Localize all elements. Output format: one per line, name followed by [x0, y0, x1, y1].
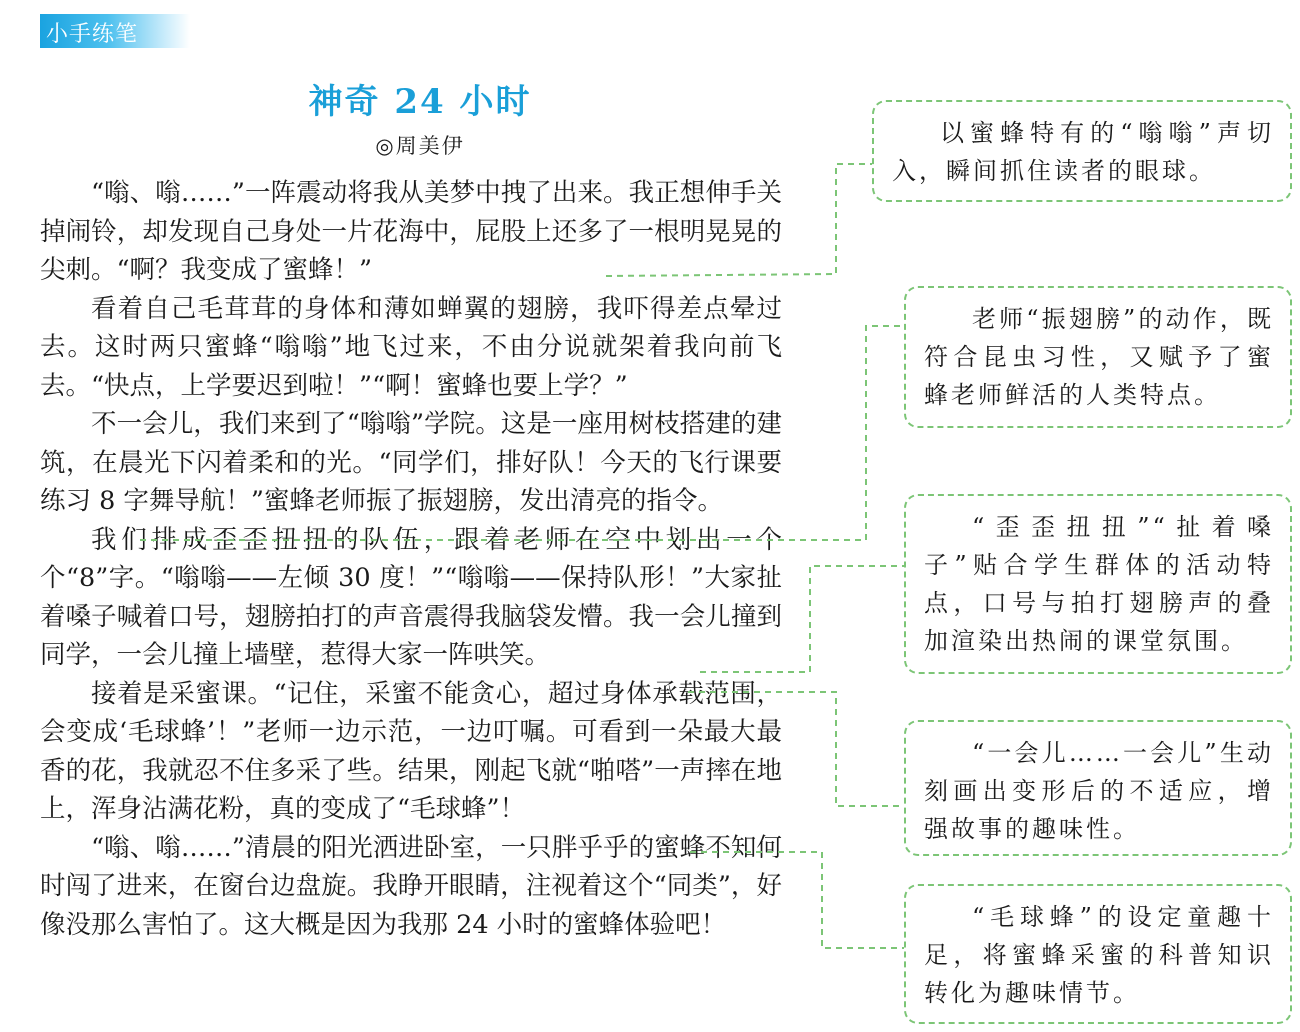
annotation-text: “毛球蜂”的设定童趣十足，将蜜蜂采蜜的科普知识转化为趣味情节。 [924, 903, 1274, 1007]
annotation-note-5 [904, 884, 1292, 1024]
annotation-note-2 [904, 286, 1292, 428]
article-author: ◎周美伊 [375, 134, 465, 158]
connector-line-5 [690, 852, 904, 948]
annotation-note-1 [872, 100, 1292, 202]
article-title: 神奇 24 小时 [308, 82, 532, 122]
article-paragraph: “嗡、嗡……”一阵震动将我从美梦中拽了出来。我正想伸手关掉闹铃，却发现自己身处一片花海中，屁股上还多了一根明晃晃的尖刺。“啊？我变成了蜜蜂！” [40, 178, 782, 285]
connector-line-1 [606, 164, 872, 276]
annotation-text: “歪歪扭扭”“扯着嗓子”贴合学生群体的活动特点，口号与拍打翅膀声的叠加渲染出热闹的课堂氛围。 [924, 513, 1274, 655]
annotation-text: 老师“振翅膀”的动作，既符合昆虫习性，又赋予了蜜蜂老师鲜活的人类特点。 [924, 305, 1274, 409]
connector-line-2 [140, 326, 904, 540]
article-paragraph: 我们排成歪歪扭扭的队伍，跟着老师在空中划出一个个“8”字。“嗡嗡——左倾 30 度！”“嗡嗡——保持队形！”大家扯着嗓子喊着口号，翅膀拍打的声音震得我脑袋发懵。我一会儿撞到同学，一会儿撞上墙壁，惹得大家一阵哄笑。 [40, 524, 782, 670]
article-paragraph: 看着自己毛茸茸的身体和薄如蝉翼的翅膀，我吓得差点晕过去。这时两只蜜蜂“嗡嗡”地飞过来，不由分说就架着我向前飞去。“快点，上学要迟到啦！”“啊！蜜蜂也要上学？” [40, 293, 782, 401]
annotation-note-4 [904, 720, 1292, 856]
annotation-note-3 [904, 494, 1292, 674]
article-paragraph: “嗡、嗡……”清晨的阳光洒进卧室，一只胖乎乎的蜜蜂不知何时闯了进来，在窗台边盘旋。我睁开眼睛，注视着这个“同类”，好像没那么害怕了。这大概是因为我那 24 小时的蜜蜂体验吧！ [40, 832, 782, 940]
annotation-text: “一会儿……一会儿”生动刻画出变形后的不适应，增强故事的趣味性。 [924, 739, 1274, 843]
article-paragraph: 不一会儿，我们来到了“嗡嗡”学院。这是一座用树枝搭建的建筑，在晨光下闪着柔和的光。“同学们，排好队！今天的飞行课要练习 8 字舞导航！”蜜蜂老师振了振翅膀，发出清亮的指令。 [40, 409, 782, 516]
annotation-text: 以蜜蜂特有的“嗡嗡”声切入，瞬间抓住读者的眼球。 [892, 119, 1274, 185]
connector-line-4 [688, 692, 904, 806]
article-paragraph: 接着是采蜜课。“记住，采蜜不能贪心，超过身体承载范围，会变成‘毛球蜂’！”老师一边示范，一边叮嘱。可看到一朵最大最香的花，我就忍不住多采了些。结果，刚起飞就“啪嗒”一声摔在地上，浑身沾满花粉，真的变成了“毛球蜂”！ [40, 678, 782, 824]
connector-line-3 [700, 566, 904, 672]
section-label: 小手练笔 [46, 22, 139, 47]
